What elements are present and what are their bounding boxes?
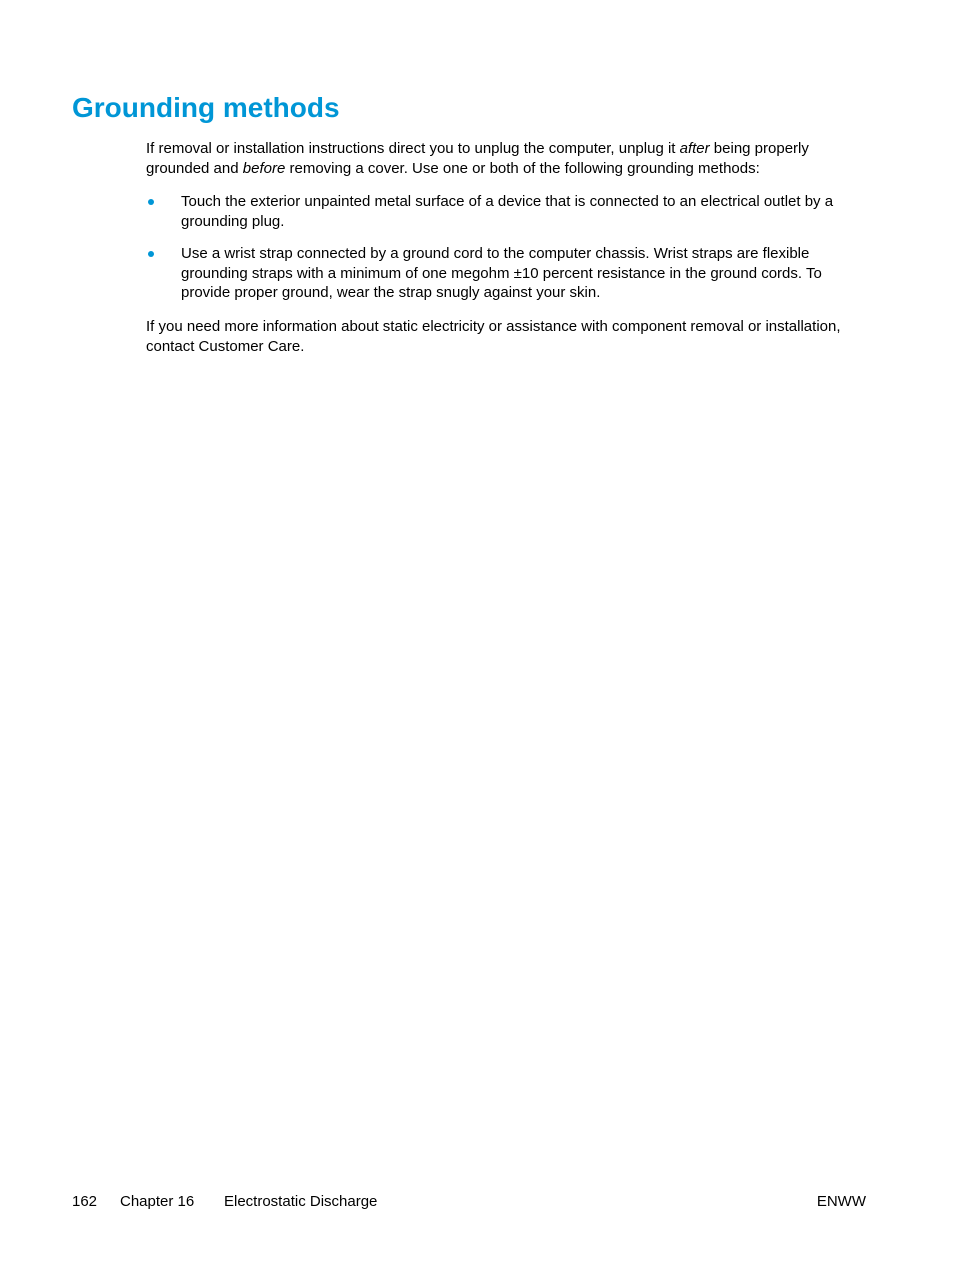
footer-chapter: Chapter 16 <box>120 1193 195 1210</box>
bullet-icon <box>148 199 154 205</box>
intro-text-2: being properly grounded and <box>146 140 809 177</box>
closing-paragraph: If you need more information about static electricity or assistance with component removal or installation, contact Customer Care. <box>146 318 841 355</box>
list-item-text: Use a wrist strap connected by a ground cord to the computer chassis. Wrist straps are flexible grounding straps with a minimum of one megohm ±10 percent resistance in the ground cords. To provide proper ground, wear the strap snugly against your skin. <box>181 245 822 301</box>
page-number: 162 <box>72 1193 98 1210</box>
footer-locale-code: ENWW <box>816 1193 866 1210</box>
list-item <box>146 192 866 231</box>
list-item <box>146 244 866 303</box>
intro-text-3: removing a cover. Use one or both of the following grounding methods: <box>285 159 760 177</box>
intro-text-1: If removal or installation instructions direct you to unplug the computer, unplug it <box>146 140 680 157</box>
bullet-icon <box>148 251 154 257</box>
page-title: Grounding methods <box>72 92 340 123</box>
footer-section-title: Electrostatic Discharge <box>224 1193 378 1210</box>
intro-emphasis-after: after <box>679 140 710 157</box>
intro-paragraph <box>146 139 866 178</box>
grounding-methods-list <box>146 192 866 316</box>
intro-emphasis-before: before <box>242 159 286 177</box>
list-item-text: Touch the exterior unpainted metal surface of a device that is connected to an electrical outlet by a grounding plug. <box>181 193 834 230</box>
page-footer <box>72 1192 866 1212</box>
